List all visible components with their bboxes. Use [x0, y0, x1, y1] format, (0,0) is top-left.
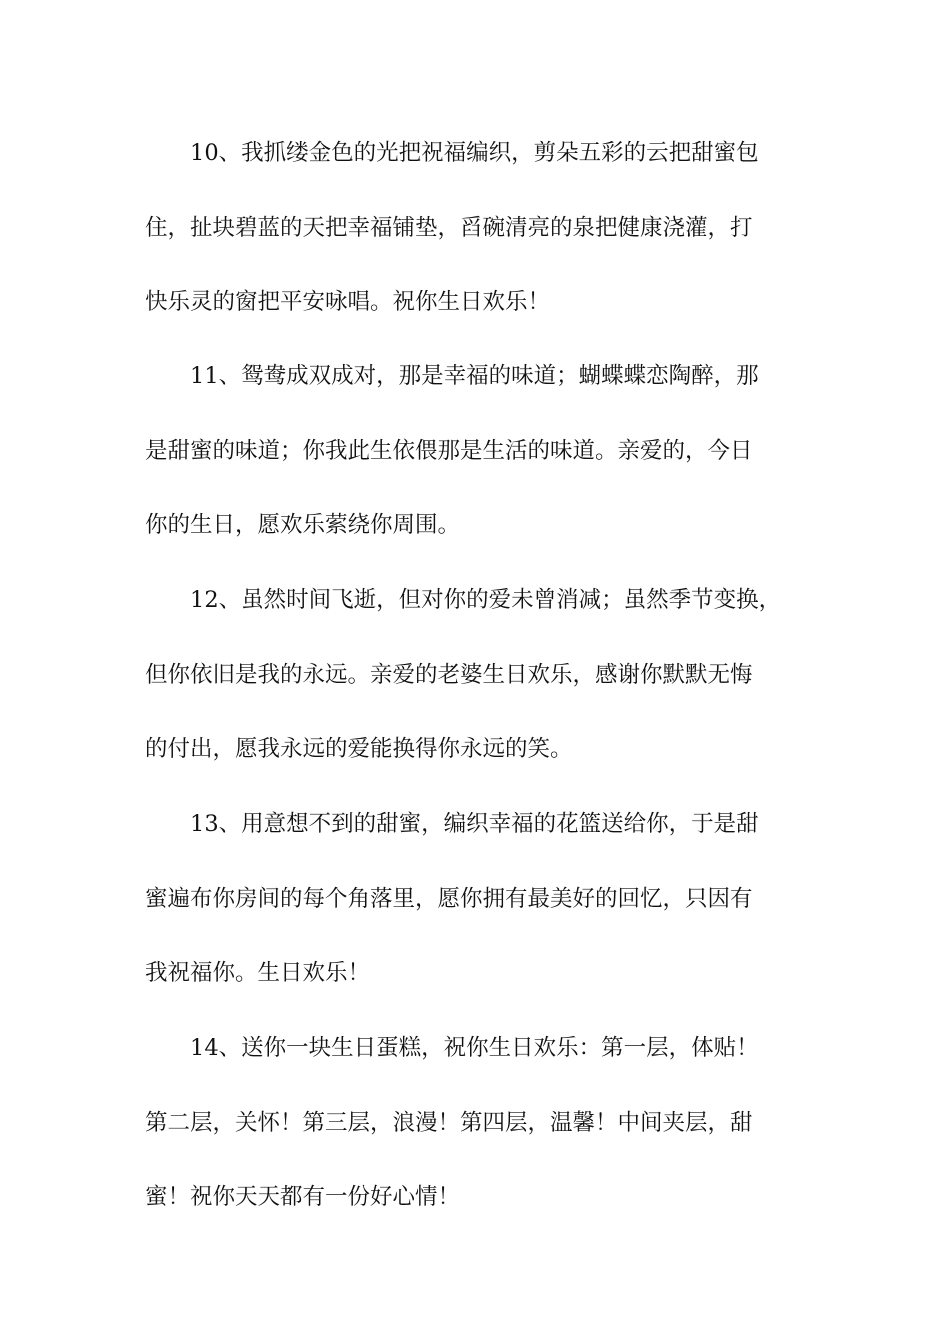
paragraph-11 — [145, 339, 815, 563]
paragraph-line: 快乐灵的窗把平安咏唱。祝你生日欢乐！ — [145, 289, 551, 315]
paragraph-13 — [145, 787, 815, 1011]
paragraph-line: 蜜！祝你天天都有一份好心情！ — [145, 1184, 461, 1210]
paragraph-line: 11、鸳鸯成双成对，那是幸福的味道；蝴蝶蝶恋陶醉，那 — [190, 363, 759, 389]
paragraph-line: 12、虽然时间飞逝，但对你的爱未曾消减；虽然季节变换， — [190, 587, 782, 613]
paragraph-line: 是甜蜜的味道；你我此生依偎那是生活的味道。亲爱的，今日 — [145, 437, 753, 464]
paragraph-line: 13、用意想不到的甜蜜，编织幸福的花篮送给你，于是甜 — [190, 811, 759, 837]
paragraph-line: 我祝福你。生日欢乐！ — [145, 960, 371, 986]
paragraph-10 — [145, 116, 815, 340]
paragraph-line: 14、送你一块生日蛋糕，祝你生日欢乐：第一层，体贴！ — [190, 1035, 759, 1061]
paragraph-line: 你的生日，愿欢乐萦绕你周围。 — [145, 512, 461, 538]
paragraph-line: 第二层，关怀！第三层，浪漫！第四层，温馨！中间夹层，甜 — [145, 1109, 753, 1136]
paragraph-line: 的付出，愿我永远的爱能换得你永远的笑。 — [145, 736, 573, 762]
paragraph-line: 但你依旧是我的永远。亲爱的老婆生日欢乐，感谢你默默无悔 — [145, 661, 753, 688]
paragraph-14 — [145, 1011, 815, 1235]
paragraph-line: 住，扯块碧蓝的天把幸福铺垫，舀碗清亮的泉把健康浇灌，打 — [145, 214, 753, 241]
paragraph-line: 10、我抓缕金色的光把祝福编织，剪朵五彩的云把甜蜜包 — [190, 140, 759, 166]
paragraph-12 — [145, 563, 815, 787]
paragraph-line: 蜜遍布你房间的每个角落里，愿你拥有最美好的回忆，只因有 — [145, 885, 753, 912]
